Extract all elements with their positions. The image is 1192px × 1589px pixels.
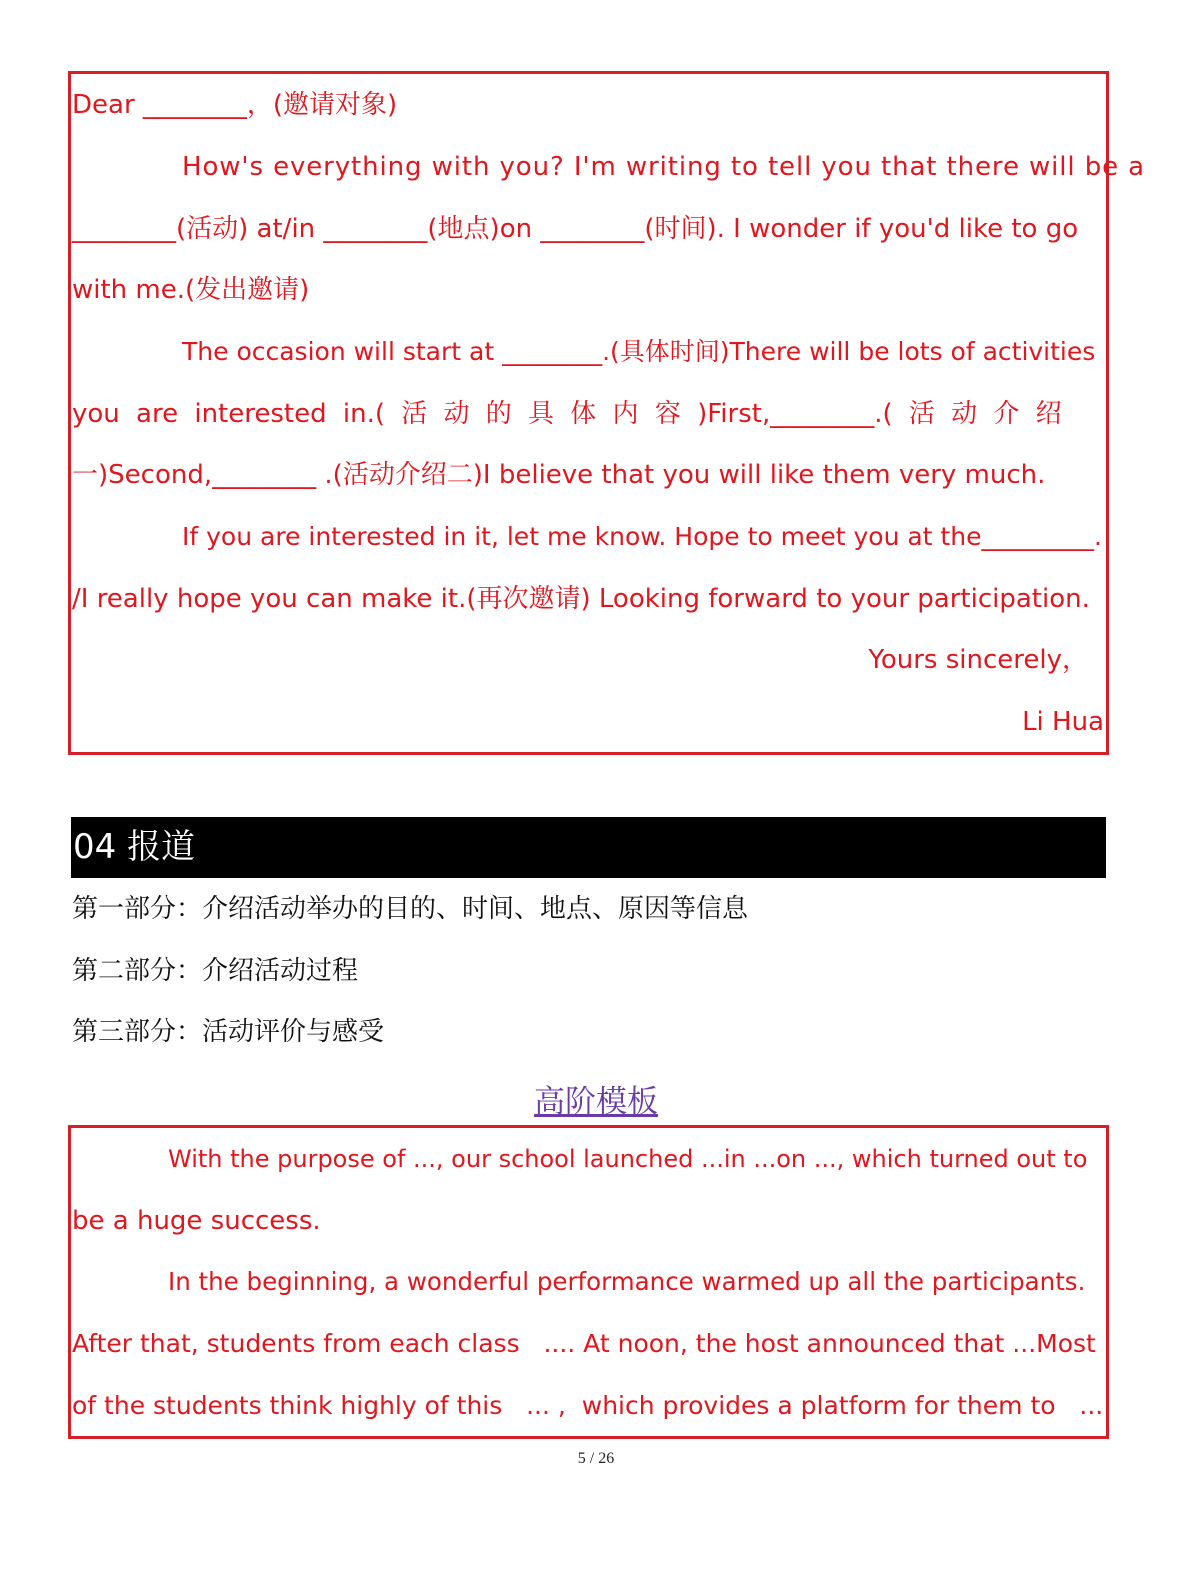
letter-line-3: ________(活动) at/in ________(地点)on ________(时间). I wonder if you'd like to go — [72, 214, 1079, 244]
report-line-4: After that, students from each class .... At noon, the host announced that ...Most — [72, 1329, 1096, 1358]
letter-line-5: The occasion will start at ________.(具体时间)There will be lots of activities — [182, 337, 1096, 366]
page-number: 5 / 26 — [577, 1450, 615, 1467]
report-line-2: be a huge success. — [72, 1206, 321, 1236]
section-header — [71, 817, 1106, 878]
letter-line-7: 一)Second,________ .(活动介绍二)I believe that you will like them very much. — [72, 460, 1046, 490]
part-one: 第一部分：介绍活动举办的目的、时间、地点、原因等信息 — [72, 894, 749, 924]
report-line-3: In the beginning, a wonderful performance warmed up all the participants. — [168, 1267, 1086, 1296]
letter-line-4: with me.(发出邀请) — [72, 275, 310, 305]
part-two: 第二部分：介绍活动过程 — [72, 956, 359, 986]
letter-salutation: Dear ________，(邀请对象) — [72, 90, 398, 120]
letter-line-2-text: How's everything with you? I'm writing to tell you that there will be a — [182, 152, 1146, 182]
part-three: 第三部分：活动评价与感受 — [72, 1017, 385, 1047]
report-line-1: With the purpose of ..., our school launched ...in ...on ..., which turned out to — [168, 1145, 1088, 1173]
letter-line-9: /I really hope you can make it.(再次邀请) Looking forward to your participation. — [72, 584, 1090, 614]
report-line-5: of the students think highly of this ... , which provides a platform for them to ... — [72, 1391, 1104, 1420]
letter-line-2 — [182, 152, 1146, 182]
letter-line-8: If you are interested in it, let me know. Hope to meet you at the_________. — [182, 522, 1102, 551]
letter-signature: Li Hua — [1022, 707, 1104, 737]
template-title: 高阶模板 — [534, 1084, 658, 1120]
section-title: 04 报道 — [73, 827, 196, 867]
letter-closing: Yours sincerely， — [868, 645, 1088, 675]
letter-line-6: you are interested in.( 活 动 的 具 体 内 容 )First,________.( 活 动 介 绍 — [72, 399, 1062, 429]
